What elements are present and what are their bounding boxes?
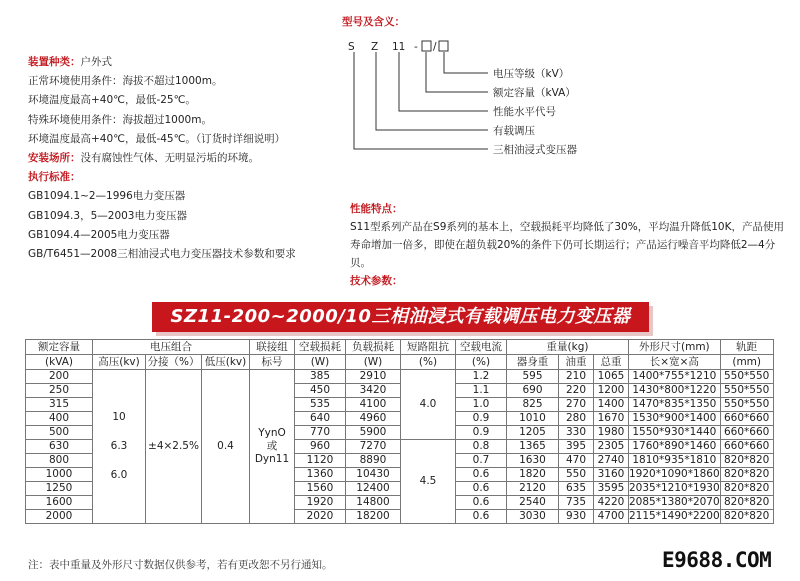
cell-oil-weight: 635 <box>559 482 594 496</box>
cell-load: 18200 <box>346 510 401 524</box>
cell-tap: ±4×2.5% <box>146 370 202 524</box>
th-capacity: 额定容量 <box>26 340 93 355</box>
cell-noload: 960 <box>295 440 346 454</box>
cell-current: 0.9 <box>456 426 507 440</box>
table-banner: SZ11-200~2000/10三相油浸式有载调压电力变压器 <box>152 302 649 332</box>
cell-load: 2910 <box>346 370 401 384</box>
th-weight: 重量(kg) <box>507 340 629 355</box>
cell-capacity: 250 <box>26 384 93 398</box>
cell-dimensions: 1530*900*1400 <box>629 412 721 426</box>
th-gauge-unit: (mm) <box>720 355 773 370</box>
line-capacity <box>426 52 488 92</box>
cell-oil-weight: 395 <box>559 440 594 454</box>
th-body: 器身重 <box>507 355 559 370</box>
install-type-label: 装置种类： <box>28 56 81 68</box>
th-cur-unit: (%) <box>456 355 507 370</box>
cell-gauge: 820*820 <box>720 482 773 496</box>
th-load-unit: (W) <box>346 355 401 370</box>
model-diagram-lines <box>340 10 630 180</box>
conn-value: 或 <box>266 440 278 452</box>
install-type-line <box>28 53 296 72</box>
cell-total-weight: 4700 <box>594 510 629 524</box>
cell-body-weight: 3030 <box>507 510 559 524</box>
th-noload: 空载损耗 <box>295 340 346 355</box>
cell-body-weight: 825 <box>507 398 559 412</box>
th-oil: 油重 <box>559 355 594 370</box>
standards-label: 执行标准： <box>28 171 81 184</box>
cell-gauge: 550*550 <box>720 370 773 384</box>
cell-oil-weight: 470 <box>559 454 594 468</box>
cell-current: 0.8 <box>456 440 507 454</box>
features-block <box>350 200 790 290</box>
spec-block <box>28 53 296 264</box>
features-text: S11型系列产品在S9系列的基本上，空载损耗平均降低了30%，平均温升降低10K，产品使用寿命增加一倍多，即使在超负载20%的条件下仍可长期运行；产品运行噪音平均降低2—4分贝。 <box>350 221 784 269</box>
cell-capacity: 1250 <box>26 482 93 496</box>
th-dim: 外形尺寸(mm) <box>629 340 721 355</box>
th-noload-unit: (W) <box>295 355 346 370</box>
line-voltage <box>444 52 488 73</box>
cell-gauge: 660*660 <box>720 440 773 454</box>
cell-noload: 385 <box>295 370 346 384</box>
cell-gauge: 820*820 <box>720 454 773 468</box>
th-cur: 空载电流 <box>456 340 507 355</box>
cell-total-weight: 1670 <box>594 412 629 426</box>
footnote: 注：表中重量及外形尺寸数据仅供参考，若有更改恕不另行通知。 <box>28 559 333 571</box>
cell-capacity: 315 <box>26 398 93 412</box>
standard-3: GB1094.4—2005电力变压器 <box>28 228 170 241</box>
cell-dimensions: 1810*935*1810 <box>629 454 721 468</box>
conn-value: YynO <box>258 427 286 439</box>
cell-noload: 2020 <box>295 510 346 524</box>
cell-capacity: 1600 <box>26 496 93 510</box>
cell-load: 4960 <box>346 412 401 426</box>
cell-body-weight: 1820 <box>507 468 559 482</box>
cell-dimensions: 1470*835*1350 <box>629 398 721 412</box>
cell-oil-weight: 930 <box>559 510 594 524</box>
standard-4: GB/T6451—2008三相油浸式电力变压器技术参数和要求 <box>28 248 296 261</box>
cell-current: 0.6 <box>456 468 507 482</box>
cell-gauge: 660*660 <box>720 426 773 440</box>
cell-capacity: 500 <box>26 426 93 440</box>
cell-noload: 640 <box>295 412 346 426</box>
site-value: 没有腐蚀性气体、无明显污垢的环境。 <box>80 152 259 165</box>
th-hv: 高压(kv) <box>93 355 146 370</box>
th-total: 总重 <box>594 355 629 370</box>
th-load: 负载损耗 <box>346 340 401 355</box>
cell-dimensions: 1920*1090*1860 <box>629 468 720 480</box>
site-label: 安装场所： <box>28 152 81 165</box>
code-s: S <box>348 41 355 53</box>
cell-oil-weight: 210 <box>559 370 594 384</box>
meaning-type: 三相油浸式变压器 <box>493 144 577 156</box>
spec-table <box>25 339 774 524</box>
cell-dimensions: 2115*1490*2200 <box>629 510 720 522</box>
cell-dimensions: 2085*1380*2070 <box>629 496 720 508</box>
cell-dimensions: 2035*1210*1930 <box>629 482 720 494</box>
cell-oil-weight: 330 <box>559 426 594 440</box>
code-11: 11 <box>392 41 406 53</box>
cell-dimensions: 1430*800*1220 <box>629 384 721 398</box>
cell-current: 1.0 <box>456 398 507 412</box>
code-box-2 <box>439 41 448 51</box>
cell-body-weight: 690 <box>507 384 559 398</box>
cell-gauge: 660*660 <box>720 412 773 426</box>
standard-2: GB1094.3，5—2003电力变压器 <box>28 209 187 222</box>
cell-capacity: 2000 <box>26 510 93 524</box>
cell-capacity: 1000 <box>26 468 93 482</box>
cell-capacity: 400 <box>26 412 93 426</box>
cell-noload: 770 <box>295 426 346 440</box>
cell-load: 8890 <box>346 454 401 468</box>
cell-gauge: 820*820 <box>720 496 773 510</box>
cell-load: 5900 <box>346 426 401 440</box>
cell-gauge: 550*550 <box>720 398 773 412</box>
cell-gauge: 820*820 <box>720 510 773 524</box>
meaning-voltage: 电压等级（kV） <box>493 68 570 80</box>
cell-imp-a: 4.0 <box>401 370 456 440</box>
th-lv: 低压(kv) <box>202 355 250 370</box>
th-tap: 分接（%） <box>146 355 202 370</box>
cell-load: 12400 <box>346 482 401 496</box>
model-diagram <box>340 10 630 180</box>
hv-value: 6.0 <box>110 469 128 481</box>
cell-noload: 450 <box>295 384 346 398</box>
cell-oil-weight: 550 <box>559 468 594 482</box>
env-line-3: 特殊环境使用条件：海拔超过1000m。 <box>28 113 212 126</box>
cell-body-weight: 595 <box>507 370 559 384</box>
code-dash: - <box>414 41 418 53</box>
features-title: 性能特点： <box>350 203 403 215</box>
site-line <box>28 149 296 168</box>
env-line-1: 正常环境使用条件：海拔不超过1000m。 <box>28 75 223 88</box>
meaning-level: 性能水平代号 <box>493 106 556 118</box>
cell-oil-weight: 220 <box>559 384 594 398</box>
standard-1: GB1094.1~2—1996电力变压器 <box>28 190 186 203</box>
cell-current: 1.1 <box>456 384 507 398</box>
cell-dimensions: 1760*890*1460 <box>629 440 721 454</box>
cell-noload: 1560 <box>295 482 346 496</box>
cell-lv: 0.4 <box>202 370 250 524</box>
cell-current: 1.2 <box>456 370 507 384</box>
cell-noload: 1920 <box>295 496 346 510</box>
cell-body-weight: 1630 <box>507 454 559 468</box>
cell-load: 10430 <box>346 468 401 482</box>
code-z: Z <box>371 41 379 53</box>
table-body <box>26 370 774 524</box>
th-conn2: 标号 <box>250 355 295 370</box>
th-gauge: 轨距 <box>720 340 773 355</box>
cell-body-weight: 1010 <box>507 412 559 426</box>
cell-load: 4100 <box>346 398 401 412</box>
cell-body-weight: 2540 <box>507 496 559 510</box>
params-title: 技术参数： <box>350 275 403 287</box>
env-line-2: 环境温度最高+40℃，最低-25℃。 <box>28 94 196 107</box>
hv-value: 6.3 <box>110 440 128 452</box>
cell-hv <box>93 370 146 524</box>
th-conn: 联接组 <box>250 340 295 355</box>
table-row <box>26 370 774 384</box>
cell-body-weight: 2120 <box>507 482 559 496</box>
cell-total-weight: 1200 <box>594 384 629 398</box>
cell-conn <box>250 370 295 524</box>
cell-current: 0.9 <box>456 412 507 426</box>
cell-imp-b: 4.5 <box>401 440 456 524</box>
cell-total-weight: 3595 <box>594 482 629 496</box>
cell-body-weight: 1205 <box>507 426 559 440</box>
code-slash: / <box>433 41 437 53</box>
line-ontap <box>376 52 488 130</box>
cell-load: 3420 <box>346 384 401 398</box>
cell-dimensions: 1400*755*1210 <box>629 370 721 384</box>
cell-body-weight: 1365 <box>507 440 559 454</box>
cell-current: 0.7 <box>456 454 507 468</box>
hv-value: 10 <box>112 411 126 423</box>
cell-total-weight: 2305 <box>594 440 629 454</box>
watermark: E9688.COM <box>662 548 772 572</box>
cell-total-weight: 1065 <box>594 370 629 384</box>
th-capacity-unit: (kVA) <box>26 355 93 370</box>
code-box-1 <box>422 41 431 51</box>
cell-capacity: 630 <box>26 440 93 454</box>
cell-total-weight: 3160 <box>594 468 629 482</box>
cell-capacity: 200 <box>26 370 93 384</box>
th-dim2: 长×宽×高 <box>629 355 721 370</box>
cell-load: 7270 <box>346 440 401 454</box>
install-type-value: 户外式 <box>80 56 112 68</box>
cell-oil-weight: 270 <box>559 398 594 412</box>
cell-total-weight: 1400 <box>594 398 629 412</box>
cell-gauge: 550*550 <box>720 384 773 398</box>
cell-gauge: 820*820 <box>720 468 773 482</box>
cell-noload: 535 <box>295 398 346 412</box>
th-imp: 短路阻抗 <box>401 340 456 355</box>
cell-current: 0.6 <box>456 496 507 510</box>
line-type <box>354 52 488 149</box>
cell-total-weight: 1980 <box>594 426 629 440</box>
conn-value: Dyn11 <box>254 453 290 465</box>
env-line-4: 环境温度最高+40℃，最低-45℃。（订货时详细说明） <box>28 132 286 145</box>
model-title: 型号及含义： <box>342 16 405 28</box>
cell-oil-weight: 280 <box>559 412 594 426</box>
cell-load: 14800 <box>346 496 401 510</box>
cell-total-weight: 2740 <box>594 454 629 468</box>
meaning-ontap: 有载调压 <box>493 125 535 137</box>
cell-total-weight: 4220 <box>594 496 629 510</box>
th-imp-unit: (%) <box>401 355 456 370</box>
th-voltage: 电压组合 <box>93 340 250 355</box>
cell-dimensions: 1550*930*1440 <box>629 426 721 440</box>
meaning-capacity: 额定容量（kVA） <box>493 87 576 99</box>
cell-noload: 1360 <box>295 468 346 482</box>
cell-capacity: 800 <box>26 454 93 468</box>
cell-noload: 1120 <box>295 454 346 468</box>
cell-oil-weight: 735 <box>559 496 594 510</box>
cell-current: 0.6 <box>456 482 507 496</box>
cell-current: 0.6 <box>456 510 507 524</box>
